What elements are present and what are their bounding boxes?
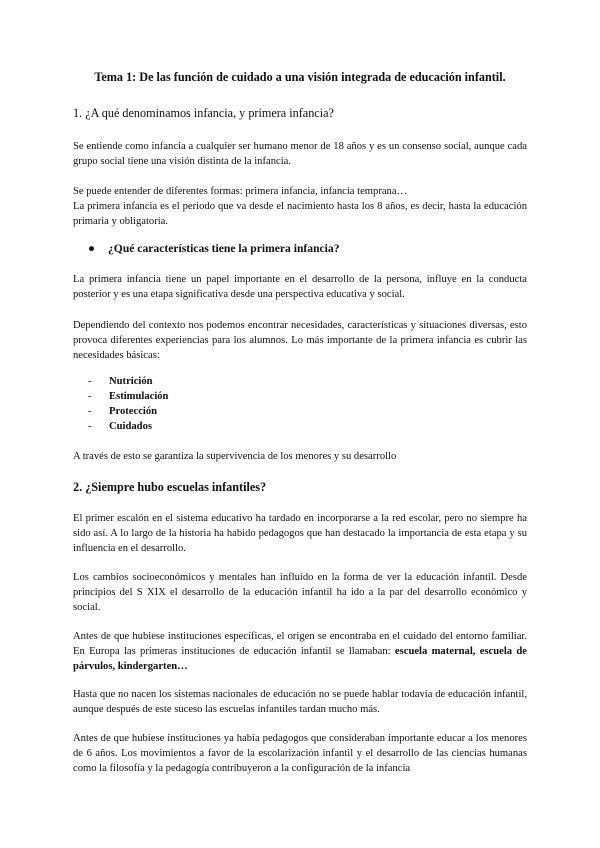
list-item — [88, 374, 168, 389]
list-item-text: Estimulación — [109, 391, 169, 402]
list-dash: - — [88, 406, 92, 417]
section1-heading: 1. ¿A qué denominamos infancia, y primera infancia? — [73, 106, 334, 120]
section2-paragraph-1: El primer escalón en el sistema educativo ha tardado en incorporarse a la red escolar, pero no siempre ha sido así. A lo largo de la historia ha habido pedagogos que han destacado la importancia de esta etapa y su influencia en el desarrollo. — [73, 513, 527, 554]
section2-paragraph-3-text: Antes de que hubiese instituciones específicas, el origen se encontraba en el cuidado del entorno familiar. En Europa las primeras instituciones de educación infantil se llamaban: — [73, 631, 527, 657]
list-dash: - — [88, 391, 92, 402]
characteristics-heading-text: ¿Qué características tiene la primera infancia? — [108, 242, 340, 255]
document-title: Tema 1: De las función de cuidado a una visión integrada de educación infantil. — [94, 70, 506, 84]
characteristics-paragraph-3: A través de esto se garantiza la supervivencia de los menores y su desarrollo — [73, 451, 397, 462]
list-dash: - — [88, 376, 92, 387]
characteristics-paragraph-1: La primera infancia tiene un papel importante en el desarrollo de la persona, influye en la conducta posterior y es una etapa significativa desde una perspectiva educativa y social. — [73, 274, 527, 300]
basic-needs-list — [88, 374, 168, 434]
section1-paragraph-2a: Se puede entender de diferentes formas: primera infancia, infancia temprana… — [73, 186, 408, 197]
section1-paragraph-2b: La primera infancia es el periodo que va desde el nacimiento hasta los 8 años, es decir, hasta la educación primaria y obligatoria. — [73, 201, 527, 227]
list-item-text: Cuidados — [109, 421, 152, 432]
list-item-text: Protección — [109, 406, 158, 417]
section2-paragraph-4: Hasta que no nacen los sistemas nacionales de educación no se puede hablar todavía de educación infantil, aunque después de este suceso las escuelas infantiles tardan mucho más. — [73, 689, 527, 715]
section2-paragraph-3 — [73, 629, 527, 674]
section1-paragraph-1: Se entiende como infancia a cualquier ser humano menor de 18 años y es un consenso social, aunque cada grupo social tiene una visión distinta de la infancia. — [73, 141, 527, 167]
section2-paragraph-5: Antes de que hubiese instituciones ya había pedagogos que consideraban importante educar a los menores de 6 años. Los movimientos a favor de la escolarización infantil y el desarrollo de las ciencias humanas como la filosofía y la pedagogía contribuyeron a la configuración de la infancia — [73, 733, 527, 774]
list-dash: - — [88, 421, 92, 432]
characteristics-paragraph-2: Dependiendo del contexto nos podemos encontrar necesidades, características y situaciones diversas, esto provoca diferentes experiencias para los alumnos. Lo más importante de la primera infancia es cubrir las necesidades básicas: — [73, 320, 527, 361]
institution-names: escuela maternal, escuela de párvulos, kindergarten… — [73, 646, 527, 672]
section2-paragraph-2: Los cambios socioeconómicos y mentales han influido en la forma de ver la educación infantil. Desde principios del S XIX el desarrollo de la educación infantil ha ido a la par del desarrollo económico y social. — [73, 572, 527, 613]
list-item — [88, 389, 168, 404]
section2-heading: 2. ¿Siempre hubo escuelas infantiles? — [73, 480, 267, 494]
bullet-dot-icon: ● — [88, 242, 96, 255]
characteristics-heading — [88, 241, 340, 256]
list-item-text: Nutrición — [109, 376, 153, 387]
list-item — [88, 404, 168, 419]
list-item — [88, 419, 168, 434]
